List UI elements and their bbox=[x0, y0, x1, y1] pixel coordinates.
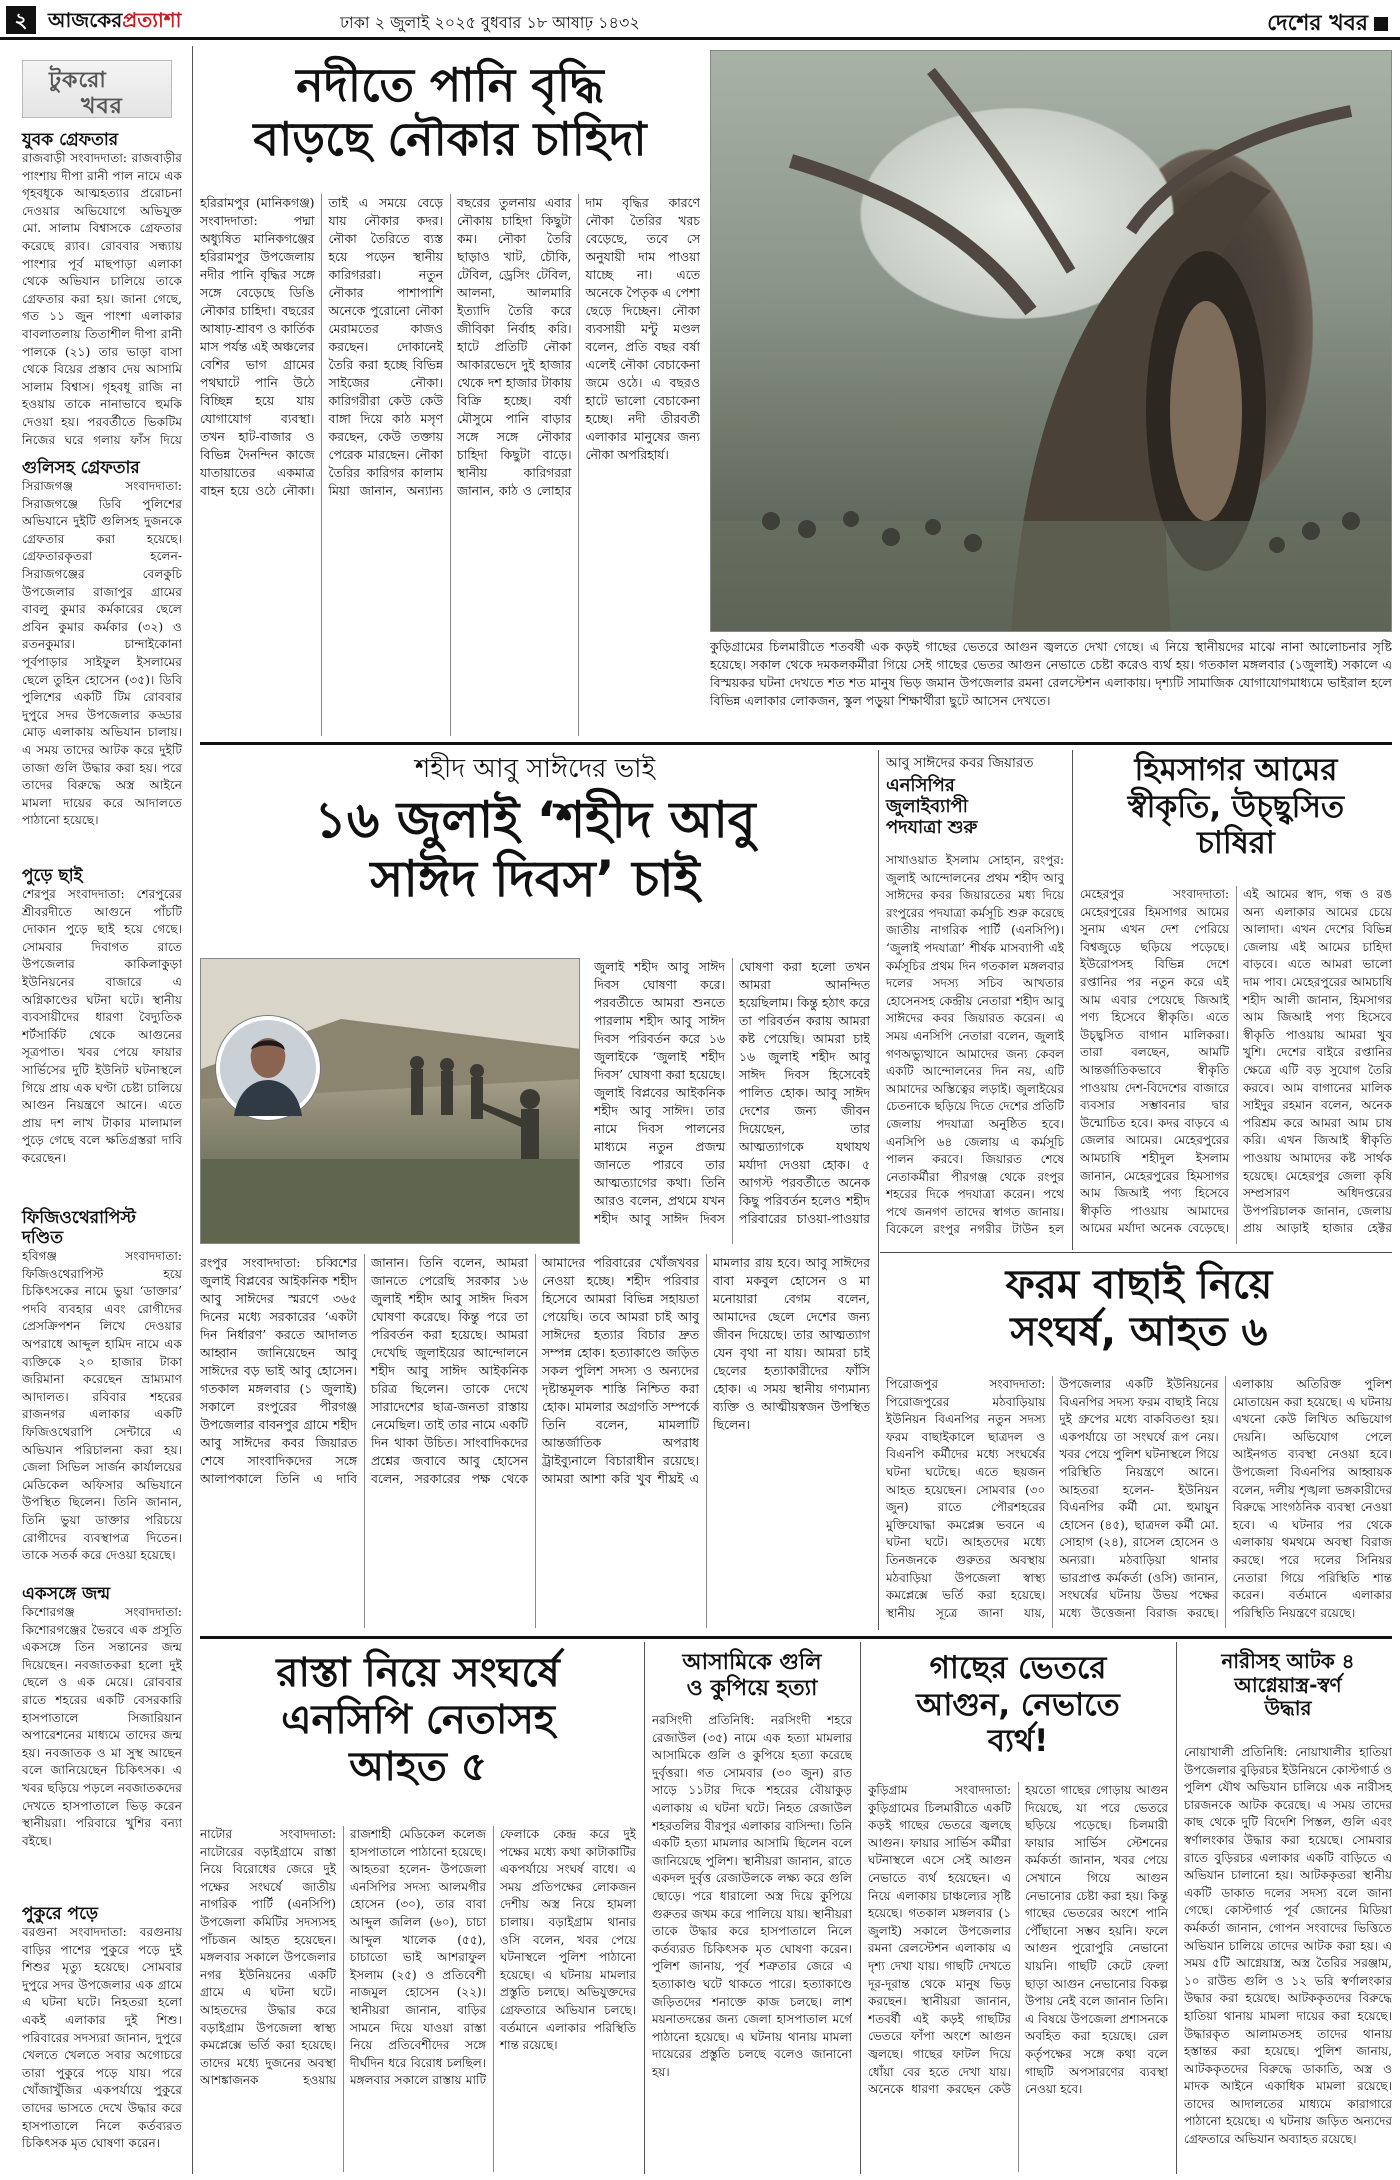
column-divider bbox=[644, 1642, 645, 2174]
saeed-headline-line-2: সাঈদ দিবস’ চাই bbox=[370, 849, 700, 908]
brief-headline: ফিজিওথেরাপিস্ট দণ্ডিত bbox=[22, 1208, 136, 1248]
mango-headline-line-2: স্বীকৃতি, উচ্ছ্বসিত bbox=[1127, 788, 1345, 825]
paper-name-accent: প্রত্যাশা bbox=[122, 8, 182, 32]
firm-headline-line-1: ফরম বাছাই নিয়ে bbox=[1005, 1262, 1273, 1308]
arrest-story-head bbox=[1184, 1650, 1392, 1721]
murder-story-head bbox=[652, 1650, 852, 1702]
mango-headline-line-1: হিমসাগর আমের bbox=[1134, 752, 1338, 788]
brief-item bbox=[22, 130, 182, 450]
murder-body: নরসিংদী প্রতিনিধি: নরসিংদী শহরে রেজাউল (৩৫) নামে এক হত্যা মামলার আসামিকে গুলি ও কুপিয়ে হত্যা করেছে দুর্বৃত্তরা। গত সোমবার (৩০ জুন) রাত সাড়ে ১১টার দিকে শহরের বৌয়াকুড় এলাকায় এ ঘটনা ঘটে। নিহত রেজাউল শহরতলির বীরপুর এলাকার বাসিন্দা। তিনি একটি হত্যা মামলার আসামি ছিলেন বলে জানিয়েছে পুলিশ। স্থানীয়রা জানান, রাতে একদল দুর্বৃত্ত রেজাউলকে লক্ষ্য করে গুলি ছোড়ে। পরে ধারালো অস্ত্র দিয়ে কুপিয়ে গুরুতর জখম করে পালিয়ে যায়। স্থানীয়রা তাকে উদ্ধার করে হাসপাতালে নিলে কর্তব্যরত চিকিৎসক মৃত ঘোষণা করেন। পুলিশ জানায়, পূর্ব শত্রুতার জেরে এ হত্যাকাণ্ড ঘটে থাকতে পারে। হত্যাকাণ্ডে জড়িতদের শনাক্তে কাজ চলছে। লাশ ময়নাতদন্তের জন্য জেলা হাসপাতাল মর্গে পাঠানো হয়েছে। এ ঘটনায় থানায় মামলা দায়েরের প্রস্তুতি চলছে বলেও জানানো হয়। bbox=[652, 1713, 852, 2079]
saeed-body-bottom: রংপুর সংবাদদাতা: চব্বিশের জুলাই বিপ্লবের আইকনিক শহীদ আবু সাঈদের স্মরণে ৩৬৫ দিনের মধ্যে সরকারের ‘একটা দিন নির্ধারণ’ করতে আদালত আহ্বান জানিয়েছেন আবু সাঈদের বড় ভাই আবু হোসেন। গতকাল মঙ্গলবার (১ জুলাই) সকালে রংপুরের পীরগঞ্জ উপজেলার বাবনপুর গ্রামে শহীদ আবু সাঈদের কবর জিয়ারত শেষে সাংবাদিকদের সঙ্গে আলাপকালে তিনি এ দাবি জানান। তিনি বলেন, আমরা জানতে পেরেছি সরকার ১৬ জুলাই শহীদ আবু সাঈদ দিবস ঘোষণা করেছে। কিন্তু পরে তা পরিবর্তন করা হয়েছে। আমরা দেখেছি জুলাইয়ের আন্দোলনে শহীদ আবু সাঈদ আইকনিক চরিত্র ছিলেন। তাকে দেখে সারাদেশের ছাত্র-জনতা রাস্তায় নেমেছিল। তাই তার নামে একটি দিন থাকা উচিত। সাংবাদিকদের প্রশ্নের জবাবে আবু হোসেন বলেন, সরকারের পক্ষ থেকে আমাদের পরিবারের খোঁজখবর নেওয়া হচ্ছে। শহীদ পরিবার হিসেবে আমরা বিভিন্ন সহায়তা পেয়েছি। তবে আমরা চাই আবু সাঈদের হত্যার বিচার দ্রুত সম্পন্ন হোক। হত্যাকাণ্ডে জড়িত সকল পুলিশ সদস্য ও অন্যদের দৃষ্টান্তমূলক শাস্তি নিশ্চিত করা হোক। মামলার অগ্রগতি সম্পর্কে তিনি বলেন, মামলাটি আন্তর্জাতিক অপরাধ ট্রাইব্যুনালে বিচারাধীন রয়েছে। আমরা আশা করি খুব শীঘ্রই এ মামলার রায় হবে। আবু সাঈদের বাবা মকবুল হোসেন ও মা মনোয়ারা বেগম বলেন, আমাদের ছেলে দেশের জন্য জীবন দিয়েছে। তার আত্মত্যাগ যেন বৃথা না যায়। আমরা চাই ছেলের হত্যাকারীদের ফাঁসি হোক। এ সময় স্থানীয় গণ্যমান্য ব্যক্তি ও আত্মীয়স্বজন উপস্থিত ছিলেন। bbox=[200, 1255, 870, 1486]
tree-photo-caption: কুড়িগ্রামের চিলমারীতে শতবর্ষী এক কড়ই গাছের ভেতরে আগুন জ্বলতে দেখা গেছে। এ নিয়ে স্থানীয়দের মাঝে নানা আলোচনার সৃষ্টি হয়েছে। সকাল থেকে দমকলকর্মীরা গিয়ে সেই গাছের ভেতর আগুন নেভাতে চেষ্টা করেও ব্যর্থ হয়। গতকাল মঙ্গলবার (১জুলাই) সকালে এ বিস্ময়কর ঘটনা দেখতে শত শত মানুষ ভিড় জমান উপজেলার রমনা রেলস্টেশন এলাকায়। দৃশ্যটি সামাজিক যোগাযোগমাধ্যমে ভাইরাল হলে বিভিন্ন এলাকার লোকজন, স্কুল পড়ুয়া শিক্ষার্থীরা ছুটে আসেন দেখতে। bbox=[710, 639, 1392, 708]
column-divider bbox=[1176, 1642, 1177, 2174]
boat-story bbox=[200, 58, 700, 167]
briefs-divider bbox=[192, 46, 193, 2174]
paper-name: আজকেরপ্রত্যাশা bbox=[48, 8, 182, 32]
firm-story-head bbox=[886, 1262, 1392, 1356]
column-divider bbox=[878, 750, 879, 1630]
arrest-headline-line-1: নারীসহ আটক ৪ bbox=[1221, 1649, 1355, 1673]
saeed-headline-line-1: ১৬ জুলাই ‘শহীদ আবু bbox=[314, 790, 756, 849]
dateline: ঢাকা ২ জুলাই ২০২৫ বুধবার ১৮ আষাঢ় ১৪৩২ bbox=[340, 13, 640, 32]
mango-body: মেহেরপুর সংবাদদাতা: মেহেরপুরের হিমসাগর আমের সুনাম এখন দেশ পেরিয়ে বিশ্বজুড়ে ছড়িয়ে পড়েছে। ইউরোপসহ বিভিন্ন দেশে রপ্তানির পর নতুন করে এই আম এবার পেয়েছে জিআই পণ্য হিসেবে স্বীকৃতি। এতে উচ্ছ্বসিত বাগান মালিকরা। তারা বলছেন, আমটি আন্তর্জাতিকভাবে স্বীকৃতি পাওয়ায় দেশ-বিদেশের বাজারে ব্যবসার সম্ভাবনার দ্বার উন্মোচিত হবে। কদর বাড়বে এ জেলার আমের। মেহেরপুরের আমচাষি শহীদুল ইসলাম জানান, মেহেরপুরের হিমসাগর আম জিআই পণ্য হিসেবে স্বীকৃতি পাওয়ায় আমাদের আমের মর্যাদা অনেক বেড়েছে। এই আমের স্বাদ, গন্ধ ও রঙ অন্য এলাকার আমের চেয়ে আলাদা। এখন দেশের বিভিন্ন জেলায় এই আমের চাহিদা বাড়বে। এতে আমরা ভালো দাম পাব। মেহেরপুরের আমচাষি শহীদ আলী জানান, হিমসাগর আম জিআই পণ্য হিসেবে স্বীকৃতি পাওয়ায় আমরা খুব খুশি। দেশের বাইরে রপ্তানির ক্ষেত্রে এটি বড় সুযোগ তৈরি করবে। আম বাগানের মালিক সাইদুর রহমান বলেন, অনেক পরিশ্রম করে আমরা আম চাষ করি। এখন জিআই স্বীকৃতি পাওয়ায় আমাদের কষ্ট সার্থক হয়েছে। মেহেরপুর জেলা কৃষি সম্প্রসারণ অধিদপ্তরের উপপরিচালক জানান, জেলায় প্রায় আড়াই হাজার হেক্টর bbox=[1080, 887, 1392, 1236]
brief-body: কিশোরগঞ্জ সংবাদদাতা: কিশোরগঞ্জের ভৈরবে এক প্রসূতি একসঙ্গে তিন সন্তানের জন্ম দিয়েছেন। নবজাতকরা হলো দুই ছেলে ও এক মেয়ে। রোববার রাতে শহরের একটি বেসরকারি হাসপাতালে সিজারিয়ান অপারেশনের মাধ্যমে তাদের জন্ম হয়। নবজাতক ও মা সুস্থ আছেন বলে জানিয়েছেন চিকিৎসক। এ খবর ছড়িয়ে পড়লে নবজাতকদের দেখতে হাসপাতালে ভিড় করেন স্থানীয়রা। পরিবারে খুশির বন্যা বইছে। bbox=[22, 1605, 182, 1848]
road-headline-line-2: এনসিপি নেতাসহ bbox=[281, 1697, 555, 1744]
tree-fire-body: কুড়িগ্রাম সংবাদদাতা: কুড়িগ্রামের চিলমারীতে একটি কড়ই গাছের ভেতরে জ্বলছে আগুন। ফায়ার সার্ভিস কর্মীরা ঘটনাস্থলে এসে সেই আগুন নেভাতে ব্যর্থ হয়েছেন। এ নিয়ে এলাকায় চাঞ্চল্যের সৃষ্টি হয়েছে। গতকাল মঙ্গলবার (১ জুলাই) সকালে উপজেলার রমনা রেলস্টেশন এলাকায় এ দৃশ্য দেখা যায়। গাছটি দেখতে দূর-দূরান্ত থেকে মানুষ ভিড় করছেন। স্থানীয়রা জানান, শতবর্ষী এই কড়ই গাছটির ভেতরে ফাঁপা অংশে আগুন জ্বলছে। গাছের ফাটল দিয়ে ধোঁয়া বের হতে দেখা যায়। অনেকে ধারণা করছেন কেউ হয়তো গাছের গোড়ায় আগুন দিয়েছে, যা পরে ভেতরে ছড়িয়ে পড়েছে। চিলমারী ফায়ার সার্ভিস স্টেশনের কর্মকর্তা জানান, খবর পেয়ে সেখানে গিয়ে আগুন নেভানোর চেষ্টা করা হয়। কিন্তু গাছের ভেতরের অংশে পানি পৌঁছানো সম্ভব হয়নি। ফলে আগুন পুরোপুরি নেভানো যায়নি। গাছটি কেটে ফেলা ছাড়া আগুন নেভানোর বিকল্প উপায় নেই বলে জানান তিনি। এ বিষয়ে উপজেলা প্রশাসনকে অবহিত করা হয়েছে। রেল কর্তৃপক্ষের সঙ্গে কথা বলে গাছটি অপসারণের ব্যবস্থা নেওয়া হবে। bbox=[868, 1783, 1168, 2097]
boat-headline-line-1: নদীতে পানি বৃদ্ধি bbox=[296, 58, 604, 112]
column-divider bbox=[1072, 750, 1073, 1250]
ncp-body: সাখাওয়াত ইসলাম সোহান, রংপুর: জুলাই আন্দোলনের প্রথম শহীদ আবু সাঈদের কবর জিয়ারতের মধ্য দিয়ে রংপুরের পদযাত্রা কর্মসূচি শুরু করেছে জাতীয় নাগরিক পার্টি (এনসিপি)। ‘জুলাই পদযাত্রা’ শীর্ষক মাসব্যাপী এই কর্মসূচির প্রথম দিন গতকাল মঙ্গলবার দলের সদস্য সচিব আখতার হোসেনসহ কেন্দ্রীয় নেতারা শহীদ আবু সাঈদের কবর জিয়ারত করেন। এ সময় এনসিপি নেতারা বলেন, জুলাই গণঅভ্যুত্থানে আমাদের জন্য কেবল একটি আন্দোলনের দিন নয়, এটি আমাদের অস্তিত্বের লড়াই। জুলাইয়ের চেতনাকে ছড়িয়ে দিতে দেশের প্রতিটি জেলায় পদযাত্রা অনুষ্ঠিত হবে। এনসিপি ৬৪ জেলায় এ কর্মসূচি পালন করবে। জিয়ারত শেষে নেতাকর্মীরা পীরগঞ্জ থেকে রংপুর শহরের দিকে পদযাত্রা করেন। পথে পথে জনগণ তাদের স্বাগত জানায়। বিকেলে রংপুর নগরীর টাউন হল bbox=[886, 853, 1064, 1237]
saeed-body-right: জুলাই শহীদ আবু সাঈদ দিবস ঘোষণা করে। পরবর্তীতে আমরা শুনতে পারলাম শহীদ আবু সাঈদ দিবস পরিবর্তন করে ১৬ জুলাইকে ‘জুলাই শহীদ দিবস’ ঘোষণা করা হয়েছে। জুলাই বিপ্লবের আইকনিক শহীদ আবু সাঈদ। তার নামে দিবস পালনের মাধ্যমে নতুন প্রজন্ম জানতে পারবে তার আত্মত্যাগের কথা। তিনি আরও বলেন, প্রথমে যখন শহীদ আবু সাঈদ দিবস ঘোষণা করা হলো তখন আমরা আনন্দিত হয়েছিলাম। কিন্তু হঠাৎ করে তা পরিবর্তন করায় আমরা কষ্ট পেয়েছি। আমরা চাই ১৬ জুলাই শহীদ আবু সাঈদ দিবস হিসেবেই পালিত হোক। আবু সাঈদ দেশের জন্য জীবন দিয়েছেন, তার আত্মত্যাগকে যথাযথ মর্যাদা দেওয়া হোক। ৫ আগস্ট পরবর্তীতে অনেক কিছু পরিবর্তন হলেও শহীদ পরিবারের চাওয়া-পাওয়ার bbox=[594, 959, 870, 1226]
section-label: দেশের খবর bbox=[1267, 6, 1388, 43]
brief-item bbox=[22, 1208, 182, 1600]
briefs-logo: টুকরো খবর bbox=[22, 60, 172, 118]
saeed-kicker: শহীদ আবু সাঈদের ভাই bbox=[414, 754, 656, 784]
tree-fire-photo bbox=[710, 50, 1392, 632]
section-divider bbox=[200, 1636, 1392, 1639]
brief-headline: একসঙ্গে জন্ম bbox=[22, 1584, 111, 1604]
firm-body: পিরোজপুর সংবাদদাতা: পিরোজপুরের মঠবাড়িয়ায় ইউনিয়ন বিএনপির নতুন সদস্য ফরম বাছাইকালে ছাত্রদল ও বিএনপি কর্মীদের মধ্যে সংঘর্ষের ঘটনা ঘটেছে। এতে ছয়জন আহত হয়েছেন। সোমবার (৩০ জুন) রাতে পৌরশহরের মুক্তিযোদ্ধা কমপ্লেক্স ভবনে এ ঘটনা ঘটে। আহতদের মধ্যে তিনজনকে গুরুতর অবস্থায় মঠবাড়িয়া উপজেলা স্বাস্থ্য কমপ্লেক্সে ভর্তি করা হয়েছে। স্থানীয় সূত্রে জানা যায়, উপজেলার একটি ইউনিয়নের বিএনপির সদস্য ফরম বাছাই নিয়ে দুই গ্রুপের মধ্যে বাকবিতণ্ডা হয়। একপর্যায়ে তা সংঘর্ষে রূপ নেয়। খবর পেয়ে পুলিশ ঘটনাস্থলে গিয়ে পরিস্থিতি নিয়ন্ত্রণে আনে। আহতরা হলেন- ইউনিয়ন বিএনপির কর্মী মো. হুমায়ুন হোসেন (৪৫), ছাত্রদল কর্মী মো. সোহাগ (২৪), রাসেল হোসেন ও অন্যরা। মঠবাড়িয়া থানার ভারপ্রাপ্ত কর্মকর্তা (ওসি) জানান, সংঘর্ষের ঘটনায় উভয় পক্ষের মধ্যে উত্তেজনা বিরাজ করছে। এলাকায় অতিরিক্ত পুলিশ মোতায়েন করা হয়েছে। এ ঘটনায় এখনো কেউ লিখিত অভিযোগ দেয়নি। অভিযোগ পেলে আইনগত ব্যবস্থা নেওয়া হবে। উপজেলা বিএনপির আহ্বায়ক বলেন, দলীয় শৃঙ্খলা ভঙ্গকারীদের বিরুদ্ধে সাংগঠনিক ব্যবস্থা নেওয়া হবে। এ ঘটনার পর থেকে এলাকায় থমথমে অবস্থা বিরাজ করছে। পরে দলের সিনিয়র নেতারা গিয়ে পরিস্থিতি শান্ত করেন। বর্তমানে এলাকার পরিস্থিতি নিয়ন্ত্রণে রয়েছে। bbox=[886, 1377, 1392, 1620]
saeed-brother-portrait bbox=[216, 1016, 320, 1120]
brief-body: রাজবাড়ী সংবাদদাতা: রাজবাড়ীর পাংশায় দীপা রানী পাল নামে এক গৃহবধূকে আত্মহত্যার প্ররোচনা দেওয়ার অভিযোগে অভিযুক্ত মো. সালাম বিশ্বাসকে গ্রেফতার করেছে র‍্যাব। রোববার সন্ধ্যায় পাংশার পূর্ব মাছপাড়া এলাকা থেকে অভিযান চালিয়ে তাকে গ্রেফতার করা হয়। জানা গেছে, গত ১১ জুন পাংশা এলাকার বাবলাতলায় তিতাশীল দীপা রানী পালকে (২১) তার ভাড়া বাসা থেকে বিয়ের প্রস্তাব দেয় আসামি সালাম বিশ্বাস। গৃহবধূ রাজি না হওয়ায় তাকে নানাভাবে হুমকি দেওয়া হয়। পরবর্তীতে ভিকটিম নিজের ঘরে গলায় ফাঁস দিয়ে bbox=[22, 151, 182, 447]
tree-fire-headline-line-3: ব্যর্থ! bbox=[987, 1723, 1049, 1760]
firm-headline-line-2: সংঘর্ষ, আহত ৬ bbox=[1010, 1309, 1268, 1356]
masthead bbox=[0, 0, 1400, 40]
brief-item bbox=[22, 1584, 182, 1902]
column-divider bbox=[860, 1642, 861, 2174]
ncp-headline-line-2: জুলাইব্যাপী bbox=[886, 796, 968, 818]
page-number: ২ bbox=[6, 6, 36, 34]
brief-item bbox=[22, 866, 182, 1200]
brief-headline: গুলিসহ গ্রেফতার bbox=[22, 458, 140, 478]
brief-body: সিরাজগঞ্জ সংবাদদাতা: সিরাজগঞ্জে ডিবি পুলিশের অভিযানে দুইটি গুলিসহ দুজনকে গ্রেফতার করা হয়েছে। গ্রেফতারকৃতরা হলেন- সিরাজগঞ্জের বেলকুচি উপজেলার রাজাপুর গ্রামের বাবলু কুমার কর্মকারের ছেলে প্রবিন কুমার কর্মকার (৩২) ও রতনকুমার। চান্দাইকোনা পূর্বপাড়ার সাইফুল ইসলামের ছেলে তুহিন হোসেন (৩৫)। ডিবি পুলিশের একটি টিম রোববার দুপুরে সদর উপজেলার কড্ডার মোড় এলাকায় অভিযান চালায়। এ সময় তাদের আটক করে দুইটি তাজা গুলি উদ্ধার করা হয়। পরে তাদের বিরুদ্ধে অস্ত্র আইনে মামলা দায়ের করে আদালতে পাঠানো হয়েছে। bbox=[22, 479, 182, 828]
section-divider bbox=[200, 742, 1392, 745]
road-story-head bbox=[200, 1650, 636, 1792]
boat-headline-line-2: বাড়ছে নৌকার চাহিদা bbox=[253, 112, 647, 167]
tree-fire-story-head bbox=[868, 1650, 1168, 1760]
brief-item bbox=[22, 458, 182, 860]
ncp-march-head bbox=[886, 752, 1064, 839]
murder-headline-line-1: আসামিকে গুলি bbox=[682, 1650, 822, 1675]
ncp-headline-line-1: এনসিপির bbox=[886, 775, 955, 796]
boat-body: হরিরামপুর (মানিকগঞ্জ) সংবাদদাতা: পদ্মা অধ্যুষিত মানিকগঞ্জের হরিরামপুর উপজেলায় নদীর পানি বৃদ্ধির সঙ্গে সঙ্গে বেড়েছে ডিঙি নৌকার চাহিদা। বছরের আষাঢ়-শ্রাবণ ও কার্তিক মাস পর্যন্ত এই অঞ্চলের বেশির ভাগ গ্রামের পথঘাটে পানি উঠে বিচ্ছিন্ন হয়ে যায় যোগাযোগ ব্যবস্থা। তখন হাট-বাজার ও বিভিন্ন দৈনন্দিন কাজে যাতায়াতের একমাত্র বাহন হয়ে ওঠে নৌকা। তাই এ সময়ে বেড়ে যায় নৌকার কদর। নৌকা তৈরিতে ব্যস্ত হয়ে পড়েন স্থানীয় কারিগররা। নতুন নৌকার পাশাপাশি অনেকে পুরোনো নৌকা মেরামতের কাজও করছেন। দোকানেই তৈরি করা হচ্ছে বিভিন্ন সাইজের নৌকা। কারিগরীরা কেউ কেউ বাঙ্গা দিয়ে কাঠ মসৃণ করছেন, কেউ তক্তায় পেরেক মারছেন। নৌকা তৈরির কারিগর কালাম মিয়া জানান, অন্যান্য বছরের তুলনায় এবার নৌকায় চাহিদা কিছুটা কম। নৌকা তৈরি ছাড়াও খাট, চৌকি, টেবিল, ড্রেসিং টেবিল, আলনা, আলমারি ইত্যাদি তৈরি করে জীবিকা নির্বাহ করি। হাটে প্রতিটি নৌকা আকারভেদে দুই হাজার থেকে দশ হাজার টাকায় বিক্রি হচ্ছে। বর্ষা মৌসুমে পানি বাড়ার সঙ্গে সঙ্গে নৌকার চাহিদা কিছুটা বাড়ে। স্থানীয় কারিগররা জানান, কাঠ ও লোহার দাম বৃদ্ধির কারণে নৌকা তৈরির খরচ বেড়েছে, তবে সে অনুযায়ী দাম পাওয়া যাচ্ছে না। এতে অনেকে পৈতৃক এ পেশা ছেড়ে দিচ্ছেন। নৌকা ব্যবসায়ী মন্টু মণ্ডল বলেন, প্রতি বছর বর্ষা এলেই নৌকা বেচাকেনা জমে ওঠে। এ বছরও হাটে ভালো বেচাকেনা হচ্ছে। নদী তীরবর্তী এলাকার মানুষের জন্য নৌকা অপরিহার্য। bbox=[200, 195, 700, 498]
brief-body: বরগুনা সংবাদদাতা: বরগুনায় বাড়ির পাশের পুকুরে পড়ে দুই শিশুর মৃত্যু হয়েছে। সোমবার দুপুরে সদর উপজেলার এক গ্রামে এ ঘটনা ঘটে। নিহতরা হলো একই এলাকার দুই শিশু। পরিবারের সদস্যরা জানান, দুপুরে খেলতে খেলতে সবার অগোচরে তারা পুকুরে পড়ে যায়। পরে খোঁজাখুঁজির একপর্যায়ে পুকুরে তাদের ভাসতে দেখে উদ্ধার করে হাসপাতালে নিলে কর্তব্যরত চিকিৎসক মৃত ঘোষণা করেন। bbox=[22, 1925, 182, 2151]
arrest-headline-line-2: আগ্নেয়াস্ত্র-স্বর্ণ bbox=[1234, 1672, 1342, 1697]
saeed-story-head bbox=[200, 754, 870, 909]
road-headline-line-3: আহত ৫ bbox=[349, 1744, 487, 1791]
brief-headline: পুকুরে পড়ে bbox=[22, 1904, 99, 1924]
portrait-icon bbox=[220, 1020, 316, 1116]
section-divider bbox=[880, 1252, 1392, 1253]
tree-illustration bbox=[711, 51, 1392, 632]
road-body: নাটোর সংবাদদাতা: নাটোরের বড়াইগ্রামে রাস্তা নিয়ে বিরোধের জেরে দুই পক্ষের সংঘর্ষে জাতীয় নাগরিক পার্টি (এনসিপি) উপজেলা কমিটির সদস্যসহ পাঁচজন আহত হয়েছেন। মঙ্গলবার সকালে উপজেলার নগর ইউনিয়নের একটি গ্রামে এ ঘটনা ঘটে। আহতদের উদ্ধার করে বড়াইগ্রাম উপজেলা স্বাস্থ্য কমপ্লেক্সে ভর্তি করা হয়েছে। তাদের মধ্যে দুজনের অবস্থা আশঙ্কাজনক হওয়ায় রাজশাহী মেডিকেল কলেজ হাসপাতালে পাঠানো হয়েছে। আহতরা হলেন- উপজেলা এনসিপির সদস্য আলমগীর হোসেন (৩০), তার বাবা আব্দুল জলিল (৬০), চাচা আব্দুল খালেক (৫৫), চাচাতো ভাই আশরাফুল ইসলাম (২৫) ও প্রতিবেশী নাজমুল হোসেন (২২)। স্থানীয়রা জানান, বাড়ির সামনে দিয়ে যাওয়া রাস্তা নিয়ে প্রতিবেশীদের সঙ্গে দীর্ঘদিন ধরে বিরোধ চলছিল। মঙ্গলবার সকালে রাস্তায় মাটি ফেলাকে কেন্দ্র করে দুই পক্ষের মধ্যে কথা কাটাকাটির একপর্যায়ে সংঘর্ষ বাধে। এ সময় প্রতিপক্ষের লোকজন দেশীয় অস্ত্র নিয়ে হামলা চালায়। বড়াইগ্রাম থানার ওসি বলেন, খবর পেয়ে ঘটনাস্থলে পুলিশ পাঠানো হয়েছে। এ ঘটনায় মামলার প্রস্তুতি চলছে। অভিযুক্তদের গ্রেফতারে অভিযান চলছে। বর্তমানে এলাকার পরিস্থিতি শান্ত রয়েছে। bbox=[200, 1827, 636, 2088]
brief-headline: পুড়ে ছাই bbox=[22, 866, 83, 886]
ncp-headline-line-3: পদযাত্রা শুরু bbox=[886, 817, 978, 839]
road-headline-line-1: রাস্তা নিয়ে সংঘর্ষে bbox=[276, 1650, 560, 1696]
ncp-kicker: আবু সাঈদের কবর জিয়ারত bbox=[886, 755, 1034, 771]
mango-story-head bbox=[1080, 752, 1392, 862]
tree-fire-headline-line-1: গাছের ভেতরে bbox=[929, 1650, 1107, 1686]
arrest-body: নোয়াখালী প্রতিনিধি: নোয়াখালীর হাতিয়া উপজেলার বুড়িরচর ইউনিয়নে কোস্টগার্ড ও পুলিশ যৌথ অভিযান চালিয়ে এক নারীসহ চারজনকে আটক করেছে। এ সময় তাদের কাছ থেকে দুটি বিদেশি পিস্তল, গুলি এবং স্বর্ণালংকার উদ্ধার করা হয়েছে। সোমবার রাতে বুড়িরচর এলাকার একটি বাড়িতে এ অভিযান চালানো হয়। আটককৃতরা স্থানীয় একটি ডাকাত দলের সদস্য বলে জানা গেছে। কোস্টগার্ড পূর্ব জোনের মিডিয়া কর্মকর্তা জানান, গোপন সংবাদের ভিত্তিতে অভিযান চালিয়ে তাদের আটক করা হয়। এ সময় ৫টি আগ্নেয়াস্ত্র, অস্ত্র তৈরির সরঞ্জাম, ১০ রাউন্ড গুলি ও ১২ ভরি স্বর্ণালংকার উদ্ধার করা হয়েছে। আটককৃতদের বিরুদ্ধে হাতিয়া থানায় মামলা দায়ের করা হয়েছে। উদ্ধারকৃত আলামতসহ তাদের থানায় হস্তান্তর করা হয়েছে। পুলিশ জানায়, আটককৃতদের বিরুদ্ধে ডাকাতি, অস্ত্র ও মাদক আইনে একাধিক মামলা রয়েছে। তাদের আদালতের মাধ্যমে কারাগারে পাঠানো হয়েছে। এ ঘটনায় জড়িত অন্যদের গ্রেফতারে অভিযান অব্যাহত রয়েছে। bbox=[1184, 1745, 1392, 2147]
brief-item bbox=[22, 1904, 182, 2180]
brief-body: হবিগঞ্জ সংবাদদাতা: ফিজিওথেরাপিস্ট হয়ে চিকিৎসকের নামে ভুয়া ‘ডাক্তার’ পদবি ব্যবহার এবং রোগীদের প্রেসক্রিপশন লিখে দেওয়ার অপরাধে আব্দুল হামিদ নামে এক ব্যক্তিকে ২০ হাজার টাকা জরিমানা করেছেন ভ্রাম্যমাণ আদালত। রবিবার শহরের রাজনগর এলাকার একটি ফিজিওথেরাপি সেন্টারে এ অভিযান পরিচালনা করা হয়। জেলা সিভিল সার্জন কার্যালয়ের মেডিকেল অফিসার অভিযানে উপস্থিত ছিলেন। তিনি জানান, তিনি ভুয়া ডাক্তার পরিচয়ে রোগীদের ব্যবস্থাপত্র দিতেন। তাকে সতর্ক করে দেওয়া হয়েছে। bbox=[22, 1249, 182, 1563]
murder-headline-line-2: ও কুপিয়ে হত্যা bbox=[686, 1675, 818, 1701]
arrest-headline-line-3: উদ্ধার bbox=[1264, 1696, 1312, 1721]
tree-fire-headline-line-2: আগুন, নেভাতে bbox=[916, 1686, 1120, 1723]
mango-headline-line-3: চাষিরা bbox=[1197, 825, 1275, 862]
brief-body: শেরপুর সংবাদদাতা: শেরপুরের শ্রীবরদীতে আগুনে পাঁচটি দোকান পুড়ে ছাই হয়ে গেছে। সোমবার দিবাগত রাতে উপজেলার কাকিলাকুড়া ইউনিয়নের বাজারে এ অগ্নিকাণ্ডের ঘটনা ঘটে। স্থানীয় ব্যবসায়ীদের ধারণা বৈদ্যুতিক শর্টসার্কিট থেকে আগুনের সূত্রপাত। খবর পেয়ে ফায়ার সার্ভিসের দুটি ইউনিট ঘটনাস্থলে গিয়ে প্রায় এক ঘণ্টা চেষ্টা চালিয়ে আগুন নিয়ন্ত্রণে আনে। এতে প্রায় দশ লাখ টাকার মালামাল পুড়ে গেছে বলে ক্ষতিগ্রস্তরা দাবি করেছেন। bbox=[22, 887, 182, 1165]
brief-headline: যুবক গ্রেফতার bbox=[22, 130, 119, 150]
section-marker-icon bbox=[1374, 17, 1388, 31]
